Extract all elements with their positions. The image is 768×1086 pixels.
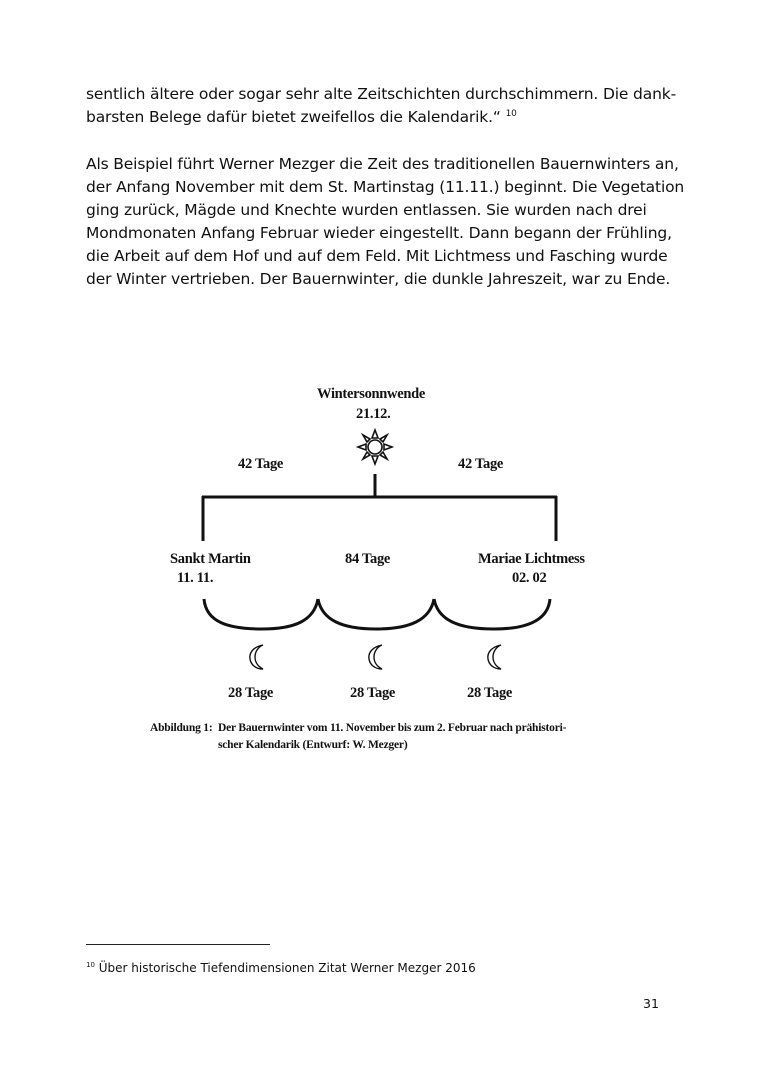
crescent-moon-icon <box>250 645 263 669</box>
moon-span-label: 28 Tage <box>350 685 396 701</box>
paragraph-line: barsten Belege dafür bietet zweifellos die Kalendarik.“ $^{10}$ <box>86 108 517 126</box>
left-span-label: 42 Tage <box>238 456 284 472</box>
sankt-martin-label: Sankt Martin <box>170 551 251 567</box>
arc-2 <box>318 599 434 629</box>
page-number: 31 <box>643 996 659 1011</box>
caption-lead: Abbildung 1: <box>150 722 213 734</box>
moon-span-label: 28 Tage <box>228 685 274 701</box>
paragraph-line: der Anfang November mit dem St. Martinstag (11.11.) beginnt. Die Vegetation <box>86 178 685 196</box>
footnote-number: 10 <box>86 961 95 969</box>
moon-span-label: 28 Tage <box>467 685 513 701</box>
footnote-text: Über historische Tiefendimensionen Zitat Werner Mezger 2016 <box>98 961 476 975</box>
paragraph-line: Als Beispiel führt Werner Mezger die Zeit des traditionellen Bauernwinters an, <box>86 155 679 173</box>
paragraph-line: die Arbeit auf dem Hof und auf dem Feld. Mit Lichtmess und Fasching wurde <box>86 247 668 265</box>
crescent-moon-icon <box>369 645 382 669</box>
arc-1 <box>204 599 318 629</box>
lichtmess-label: Mariae Lichtmess <box>478 551 585 567</box>
winter-solstice-date: 21.12. <box>356 406 391 422</box>
footnote-reference: 10 <box>505 108 517 119</box>
arc-3 <box>434 599 550 629</box>
sankt-martin-date: 11. 11. <box>177 570 214 586</box>
winter-solstice-label: Wintersonnwende <box>317 386 426 402</box>
caption-line: Abbildung 1: Der Bauernwinter vom 11. November bis zum 2. Februar nach prähistori- <box>150 722 566 734</box>
sun-icon <box>358 430 392 464</box>
crescent-moon-icon <box>488 645 501 669</box>
figure-caption <box>150 720 620 754</box>
footnote-separator <box>86 944 270 945</box>
middle-span-label: 84 Tage <box>345 551 391 567</box>
caption-line: scher Kalendarik (Entwurf: W. Mezger) <box>218 739 408 751</box>
paragraph-line: der Winter vertrieben. Der Bauernwinter, die dunkle Jahreszeit, war zu Ende. <box>86 270 671 288</box>
paragraph-line: sentlich ältere oder sogar sehr alte Zeitschichten durchschimmern. Die dank- <box>86 85 677 103</box>
lichtmess-date: 02. 02 <box>512 570 547 586</box>
paragraph-line: Mondmonaten Anfang Februar wieder eingestellt. Dann begann der Frühling, <box>86 224 672 242</box>
paragraph-line: ging zurück, Mägde und Knechte wurden entlassen. Sie wurden nach drei <box>86 201 647 219</box>
right-span-label: 42 Tage <box>458 456 504 472</box>
footnote <box>86 961 476 975</box>
